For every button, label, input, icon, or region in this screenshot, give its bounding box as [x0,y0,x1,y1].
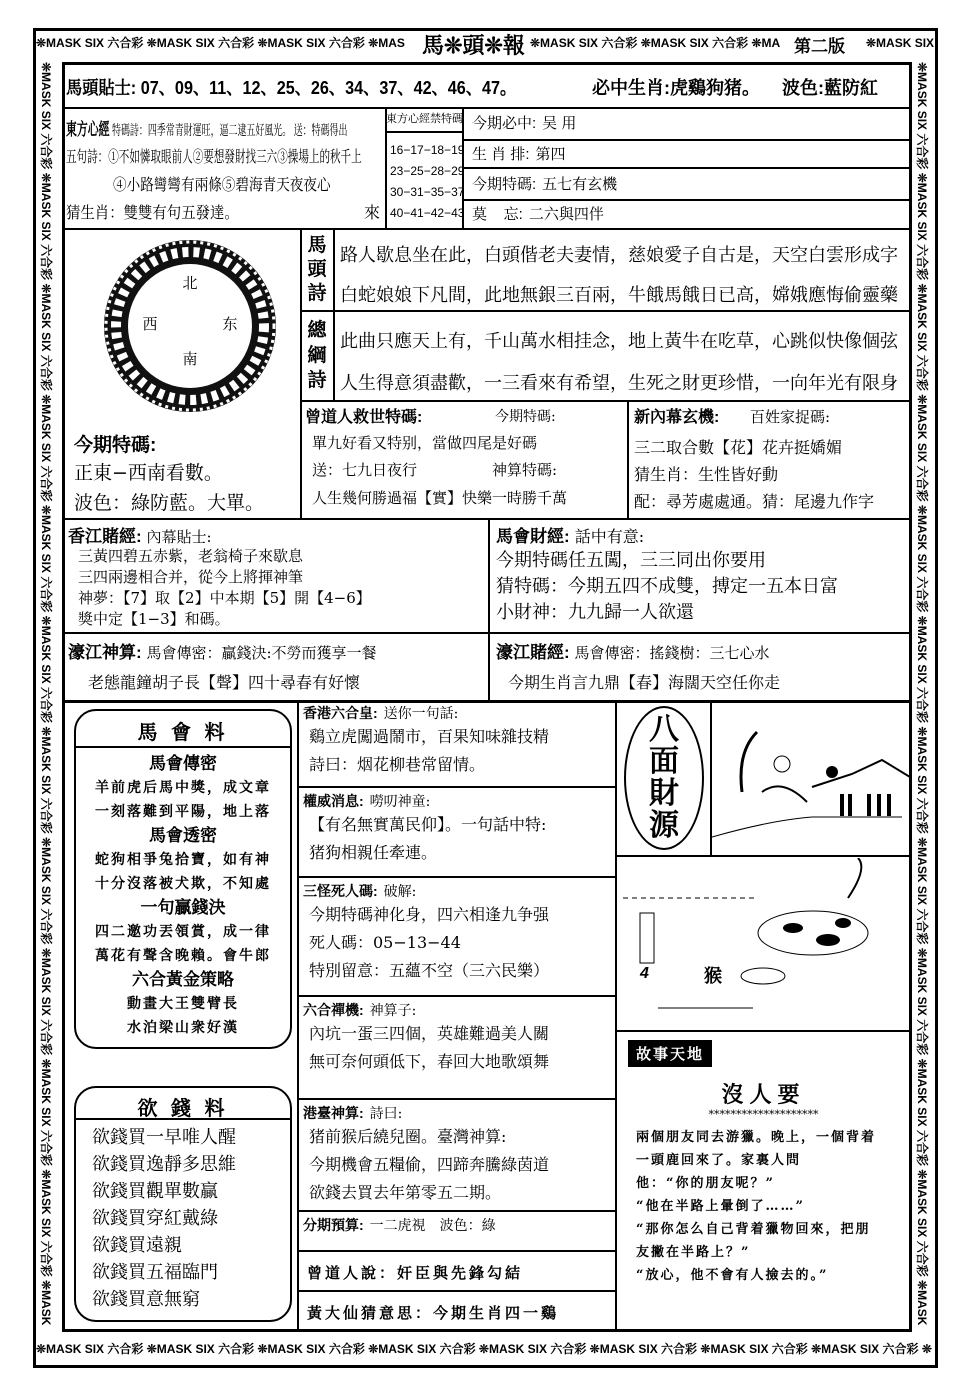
side-info-value: 二六與四伴 [528,206,604,223]
middle-section [297,788,615,878]
tips-label: 馬頭貼士: [66,78,137,98]
yuqian-liao-line: 欲錢買穿紅戴綠 [92,1208,218,1229]
matou-poem-label: 馬頭詩 [307,235,327,304]
huang-daxian: 黃大仙猜意思：今期生肖四一鷄 [307,1304,560,1322]
compass-south: 南 [182,350,198,368]
middle-section-sub: 詩曰: [369,1106,403,1122]
mahui-cai-header [496,522,644,547]
monkey-illustration [618,858,910,1026]
middle-section-line: 無可奈何頭低下，春回大地歌頌舞 [309,1052,550,1071]
border-pattern: ❊MASK SIX 六合彩 ❊MASK SIX 六合彩 ❊MASK SIX 六合彩 ❊MASK SIX 六合彩 ❊MASK SIX 六合彩 ❊MASK SIX 六合彩 ❊MASK SIX 六合彩 ❊MASK SIX 六合彩 ❊MASK SIX 六合彩 ❊MASK SIX 六合彩 ❊MASK SIX 六合彩 ❊MASK [39,62,53,1326]
border-pattern: ❊MASK SIX [866,36,934,50]
story-line: 友撇在半路上？” [636,1245,751,1260]
mahui-cai-line: 今期特碼任五闖，三三同出你要用 [496,550,766,571]
zonggang-poem-line: 人生得意須盡歡，一三看來有希望，生死之財更珍惜，一向年光有限身 [340,373,898,394]
zeng-line3: 人生幾何勝過福【實】快樂一時勝千萬 [312,489,568,507]
middle-section-title: 三怪死人碼: [303,883,378,899]
zeng-title: 曾道人救世特碼: [305,409,423,426]
zeng-line1: 單九好看又特别，當做四尾是好碼 [312,434,538,452]
divider [300,400,912,402]
left-border-strip [36,62,62,1332]
tips-numbers: 07、09、11、12、25、26、34、37、42、46、47。 [140,78,517,98]
haojiang-shen-title: 濠江神算: [68,643,142,662]
middle-section-sub: 嘮叨神童: [369,794,431,810]
yuqian-liao-line: 欲錢買遠親 [92,1235,182,1256]
zeng-sub: 今期特碼: [495,409,556,425]
side-info-row [464,107,910,141]
ban-row: 16−17−18−19 [390,143,465,157]
middle-section [297,1100,615,1212]
middle-section-header [303,1103,609,1123]
middle-section-line: 死人碼：05−13−44 [309,933,461,952]
xiangjiang-sub: 內幕貼士: [146,528,212,546]
divider [62,518,912,520]
header-zodiac [592,74,760,100]
bamian-title: 八面財源 [649,713,679,842]
ban-title: 東方心經禁特碼 [385,107,464,133]
middle-section [297,997,615,1100]
divider [300,310,912,312]
side-info-row [464,141,910,169]
mahui-cai-title: 馬會財經: [496,527,570,546]
story-title: 沒人要 [721,1082,806,1108]
yuqian-liao-lines [92,1124,236,1313]
ban-row: 40−41−42−43 [390,206,465,220]
middle-section-line: 猪狗相親任牽連。 [309,843,438,862]
matou-poem-line: 路人歇息坐在此，白頭偕老夫妻情，慈娘愛子自古是，天空白雲形成字 [340,245,898,266]
monkey-number: 4 [640,965,649,982]
border-pattern: ❊MASK SIX 六合彩 ❊MASK SIX 六合彩 ❊MASK SIX 六合彩 ❊MAS [36,36,405,50]
middle-section-sub: 送你一句話: [383,706,459,722]
xiangjiang-header [68,522,212,547]
mahui-liao-heading: 六合黃金策略 [132,970,234,989]
header-tips [66,74,516,100]
middle-section-line: 猪前猴后繞兒圈。臺灣神算: [309,1127,507,1146]
mahui-liao-heading: 一句贏錢決 [140,898,226,917]
mahui-liao-line: 萬花有聲含晚賴。會牛郎 [95,948,271,964]
zeng-line2b: 神算特碼: [492,461,558,479]
wave-value: 藍防紅 [824,78,878,98]
top-border-strip-right [866,31,934,57]
middle-section-line: 內坑一蛋三四個，英雄難過美人關 [309,1024,550,1043]
side-info-row [464,201,910,228]
xinnei-title: 新內幕玄機: [634,409,720,426]
middle-section-sub: 神算子: [369,1003,417,1019]
story-line: “他在半路上暈倒了……” [636,1199,805,1214]
middle-section-title: 分期預算: [303,1217,364,1233]
mahui-liao-content [76,752,290,1040]
xinnei-line3: 配：尋芳處處通。猜：尾邊九作字 [634,492,875,511]
middle-section-title: 六合禪機: [303,1002,364,1018]
haojiang-shen-line: 老態龍鐘胡子長【聲】四十尋春有好懷 [88,673,361,692]
middle-section-header [303,881,609,901]
divider [488,518,490,700]
compass-north: 北 [182,274,198,292]
top-border-strip-left [36,31,412,57]
divider [75,746,291,748]
haojiang-du-line: 今期生肖言九鼎【春】海闊天空任你走 [508,673,781,692]
middle-section-sub: 一二虎視 波色：綠 [369,1218,496,1234]
middle-section-line: 欲錢去買去年第零五二期。 [309,1183,502,1202]
left-special-title: 今期特碼: [74,435,157,456]
divider [615,855,912,857]
border-pattern: ❊MASK SIX 六合彩 ❊MASK SIX 六合彩 ❊MASK SIX 六合彩 ❊MASK SIX 六合彩 ❊MASK SIX 六合彩 ❊MASK SIX 六合彩 ❊MASK SIX 六合彩 ❊MASK SIX 六合彩 ❊ [36,1342,932,1356]
masthead-title: 馬❊頭❊報 [422,33,525,59]
divider [615,1030,912,1032]
story-divider-stars: ******************** [708,1108,819,1121]
mahui-liao-heading: 馬會傳密 [149,754,217,773]
dongfang-line3: ④小路彎彎有兩條⑤碧海青天夜夜心 [113,177,331,194]
mahui-liao-line: 四二邀功丟領賞，成一律 [95,924,271,940]
story-line: “放心，他不會有人撿去的。” [636,1268,829,1283]
story-line: 他：“你的朋友呢？” [636,1176,775,1191]
middle-section-header [303,791,609,811]
divider [333,228,335,400]
middle-section-line: 詩曰：烟花柳巷常留情。 [309,755,486,774]
left-special-line1: 正東−西南看數。 [74,462,223,484]
side-info-value: 第四 [535,146,566,163]
mahui-liao-line: 一刻落難到平陽，地上落 [95,804,271,820]
side-info-row [464,169,910,201]
divider [627,400,629,518]
middle-section-header [303,703,609,723]
middle-column [297,700,615,1332]
mahui-cai-line: 猜特碼：今期五四不成雙，搏定一五本日富 [496,576,838,597]
mahui-cai-lines [496,548,838,626]
mahui-liao-title: 馬 會 料 [137,722,229,744]
xiangjiang-title: 香江賭經: [68,527,142,546]
compass-wheel [90,236,290,416]
monkey-label: 猴 [704,966,722,987]
header-wave [782,74,878,100]
side-info-key: 莫 忘: [472,206,523,223]
xinnei-sub: 百姓家捉碼: [750,408,831,426]
right-border-strip [912,62,938,1332]
divider [615,700,617,1332]
dongfang-line2: 五句詩：①不如憐取眼前人②要想發財找三六③操場上的秋千上 [66,149,362,166]
ban-row: 30−31−35−37 [390,185,465,199]
mahui-cai-line: 小財神：九九歸一人欲還 [496,602,694,623]
story-tag: 故事天地 [628,1040,712,1067]
xinnei-line2: 猜生肖：生性皆好動 [634,465,779,484]
border-pattern: ❊MASK SIX 六合彩 ❊MASK SIX 六合彩 ❊MA [530,36,781,50]
xiangjiang-line: 三四兩邊相合并，從今上將揮神筆 [78,568,304,586]
zodiac-value: 虎鷄狗猪。 [670,78,760,98]
scenery-illustration [712,702,910,852]
dongfang-poem: 特碼詩：四季常青財運旺，逼二逮五好風光。 送：特碼得出 [112,122,348,138]
story-line: 兩個朋友同去游獵。晚上，一個背着 [636,1130,877,1145]
mahui-liao-line: 水泊梁山衆好漢 [127,1020,239,1036]
bottom-border-strip [36,1337,935,1363]
dongfang-title: 東方心經 [66,120,110,139]
middle-section-line: 今期機會五糧偷，四蹄奔騰綠茵道 [309,1155,550,1174]
dongfang-line4-tail: 來 [364,205,381,222]
side-info-value: 五七有玄機 [542,176,618,193]
middle-section [297,878,615,997]
middle-section-title: 香港六合皇: [303,705,378,721]
middle-section-title: 權威消息: [303,793,364,809]
middle-section-line: 鷄立虎闖過鬧市，百果知味雜技精 [309,727,550,746]
zeng-line2: 送：七九日夜行 [312,461,418,479]
left-special-line2: 波色：綠防藍。大單。 [74,492,265,514]
yuqian-liao-line: 欲錢買意無窮 [92,1289,200,1310]
zonggang-poem-line: 此曲只應天上有，千山萬水相挂念，地上黃牛在吃草，心跳似快像個弦 [340,331,898,352]
story-line: 一頭鹿回來了。家裏人問 [636,1153,802,1168]
yuqian-liao-line: 欲錢買逸靜多思維 [92,1154,236,1175]
haojiang-du-header [496,638,769,663]
haojiang-du-sub: 馬會傳密：搖錢樹：三七心水 [574,644,770,662]
xiangjiang-line: 獎中定【1−3】和碼。 [78,610,230,628]
zodiac-label: 必中生肖: [592,78,670,98]
side-info-key: 今期必中: [472,115,537,132]
side-info [464,107,910,228]
mahui-cai-sub: 話中有意: [574,527,645,546]
divider [62,228,912,230]
middle-section-title: 港臺神算: [303,1105,364,1121]
story-body [636,1126,876,1287]
ban-numbers [390,140,464,224]
side-info-key: 生 肖 排: [472,146,530,163]
mahui-liao-heading: 馬會透密 [149,826,217,845]
yuqian-liao-line: 欲錢買五福臨門 [92,1262,218,1283]
wave-label: 波色: [782,78,824,98]
story-line: “那你怎么自己背着獵物回來，把朋 [636,1222,871,1237]
compass-east: 东 [222,315,238,333]
side-info-value: 吴 用 [542,115,577,132]
haojiang-shen-header [68,638,377,663]
middle-section-line: 【有名無實萬民仰】。一句話中特: [309,815,547,834]
mahui-liao-line: 十分沒落被犬欺，不知處 [95,876,271,892]
divider [62,632,912,634]
divider [75,1118,291,1120]
side-info-key: 今期特碼: [472,176,537,193]
compass-west: 西 [142,315,158,333]
xinnei-line1: 三二取合數【花】花卉挺嬌媚 [634,438,843,457]
middle-section-line: 特別留意：五蘊不空（三六民樂） [309,961,550,980]
mahui-liao-line: 動畫大王雙臂長 [127,996,239,1012]
mahui-liao-line: 蛇狗相爭兔拾寶，如有神 [95,852,271,868]
xiangjiang-line: 神夢：【7】取【2】中本期【5】開【4−6】 [78,589,371,607]
divider [300,228,302,518]
zeng-say: 曾道人說：奸臣與先鋒勾結 [297,1252,615,1292]
haojiang-shen-sub: 馬會傳密：贏錢決:不勞而獲享一餐 [146,644,377,662]
middle-section-line: 今期特碼神化身，四六相逢九争强 [309,905,550,924]
xiangjiang-lines [78,546,371,630]
middle-section [297,1212,615,1252]
middle-section-header [303,1215,609,1235]
xiangjiang-line: 三黃四碧五赤紫，老翁椅子來歇息 [78,547,304,565]
dongfang-line1 [66,115,347,140]
matou-poem-line: 白蛇娘娘下凡間，此地無銀三百兩，牛餓馬餓日已高，嫦娥應悔偷靈藥 [340,285,898,306]
zonggang-poem-label: 總綱詩 [307,320,327,391]
dongfang-line4: 猜生肖：雙雙有句五發達。 [66,205,239,222]
middle-section-sub: 破解: [383,884,417,900]
yuqian-liao-title: 欲 錢 料 [137,1098,229,1120]
haojiang-du-title: 濠江賭經: [496,643,570,662]
yuqian-liao-line: 欲錢買一早唯人醒 [92,1127,236,1148]
ban-row: 23−25−28−29 [390,164,465,178]
border-pattern: ❊MASK SIX 六合彩 ❊MASK SIX 六合彩 ❊MASK SIX 六合彩 ❊MASK SIX 六合彩 ❊MASK SIX 六合彩 ❊MASK SIX 六合彩 ❊MASK SIX 六合彩 ❊MASK SIX 六合彩 ❊MASK SIX 六合彩 ❊MASK SIX 六合彩 ❊MASK SIX 六合彩 ❊MASK [915,62,929,1326]
mahui-liao-line: 羊前虎后馬中獎，成文章 [95,780,271,796]
yuqian-liao-line: 欲錢買觀單數贏 [92,1181,218,1202]
middle-section [297,700,615,788]
top-border-strip-middle [530,31,784,57]
edition-label: 第二版 [794,37,845,57]
middle-section-header [303,1000,609,1020]
